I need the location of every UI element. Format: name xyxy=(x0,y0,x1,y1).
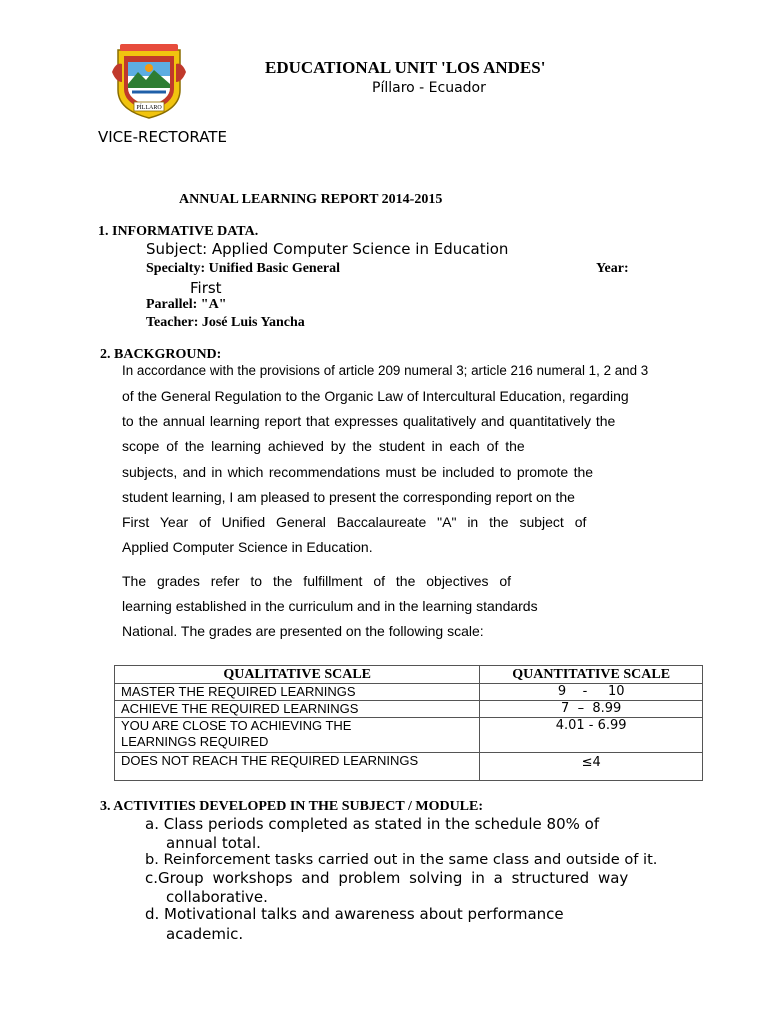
activity-a-line-1: a. Class periods completed as stated in the schedule 80% of xyxy=(145,815,600,833)
subject-line: Subject: Applied Computer Science in Education xyxy=(146,240,509,258)
teacher-line: Teacher: José Luis Yancha xyxy=(146,315,305,330)
quantitative-scale-header: QUANTITATIVE SCALE xyxy=(480,666,703,684)
activity-c-line-2: collaborative. xyxy=(166,888,268,906)
quantitative-cell: ≤4 xyxy=(480,753,703,781)
background-line-3: to the annual learning report that expresses qualitatively and quantitatively the xyxy=(122,413,616,429)
qualitative-cell: DOES NOT REACH THE REQUIRED LEARNINGS xyxy=(115,753,480,781)
qualitative-cell: YOU ARE CLOSE TO ACHIEVING THE LEARNINGS REQUIRED xyxy=(115,718,480,753)
background-line-8: Applied Computer Science in Education. xyxy=(122,539,373,555)
table-row xyxy=(115,684,703,701)
school-crest-logo xyxy=(110,42,188,120)
background-line-1: In accordance with the provisions of article 209 numeral 3; article 216 numeral 1, 2 and 3 xyxy=(122,363,649,378)
qualitative-scale-header: QUALITATIVE SCALE xyxy=(115,666,480,684)
table-row xyxy=(115,753,703,781)
grading-scale-table xyxy=(114,665,703,781)
activity-d-line-2: academic. xyxy=(166,925,244,943)
section1-heading: 1. INFORMATIVE DATA. xyxy=(98,224,259,239)
school-location: Píllaro - Ecuador xyxy=(372,80,486,96)
background-line-4: scope of the learning achieved by the student in each of the xyxy=(122,438,525,454)
background-line-6: student learning, I am pleased to present the corresponding report on the xyxy=(122,489,575,505)
department-label: VICE-RECTORATE xyxy=(98,128,227,146)
activity-c-line-1: c.Group workshops and problem solving in a structured way xyxy=(145,869,629,887)
report-title: ANNUAL LEARNING REPORT 2014-2015 xyxy=(179,192,443,207)
table-row xyxy=(115,718,703,753)
quantitative-cell: 4.01 - 6.99 xyxy=(480,718,703,753)
background-line-2: of the General Regulation to the Organic Law of Intercultural Education, regarding xyxy=(122,388,629,404)
activity-d-line-1: d. Motivational talks and awareness about performance xyxy=(145,905,564,923)
table-row xyxy=(115,701,703,718)
quantitative-cell: 7 – 8.99 xyxy=(480,701,703,718)
background-line-5: subjects, and in which recommendations must be included to promote the xyxy=(122,464,594,480)
year-label: Year: xyxy=(596,261,629,276)
section2-heading: 2. BACKGROUND: xyxy=(100,347,222,362)
scale-intro-line-1: The grades refer to the fulfillment of the objectives of xyxy=(122,573,512,589)
table-header-row xyxy=(115,666,703,684)
specialty-line: Specialty: Unified Basic General xyxy=(146,261,341,276)
background-line-7: First Year of Unified General Baccalaureate "A" in the subject of xyxy=(122,514,587,530)
scale-intro-line-2: learning established in the curriculum and in the learning standards xyxy=(122,598,538,614)
qualitative-cell: MASTER THE REQUIRED LEARNINGS xyxy=(115,684,480,701)
year-value: First xyxy=(190,279,222,297)
qualitative-cell: ACHIEVE THE REQUIRED LEARNINGS xyxy=(115,701,480,718)
svg-text:PÍLLARO: PÍLLARO xyxy=(136,105,162,111)
school-name: EDUCATIONAL UNIT 'LOS ANDES' xyxy=(265,58,546,77)
activity-a-line-2: annual total. xyxy=(166,834,261,852)
scale-intro-line-3: National. The grades are presented on the following scale: xyxy=(122,623,484,639)
parallel-line: Parallel: "A" xyxy=(146,297,227,312)
activity-b: b. Reinforcement tasks carried out in the same class and outside of it. xyxy=(145,851,658,868)
quantitative-cell: 9 - 10 xyxy=(480,684,703,701)
section3-heading: 3. ACTIVITIES DEVELOPED IN THE SUBJECT / MODULE: xyxy=(100,799,484,814)
